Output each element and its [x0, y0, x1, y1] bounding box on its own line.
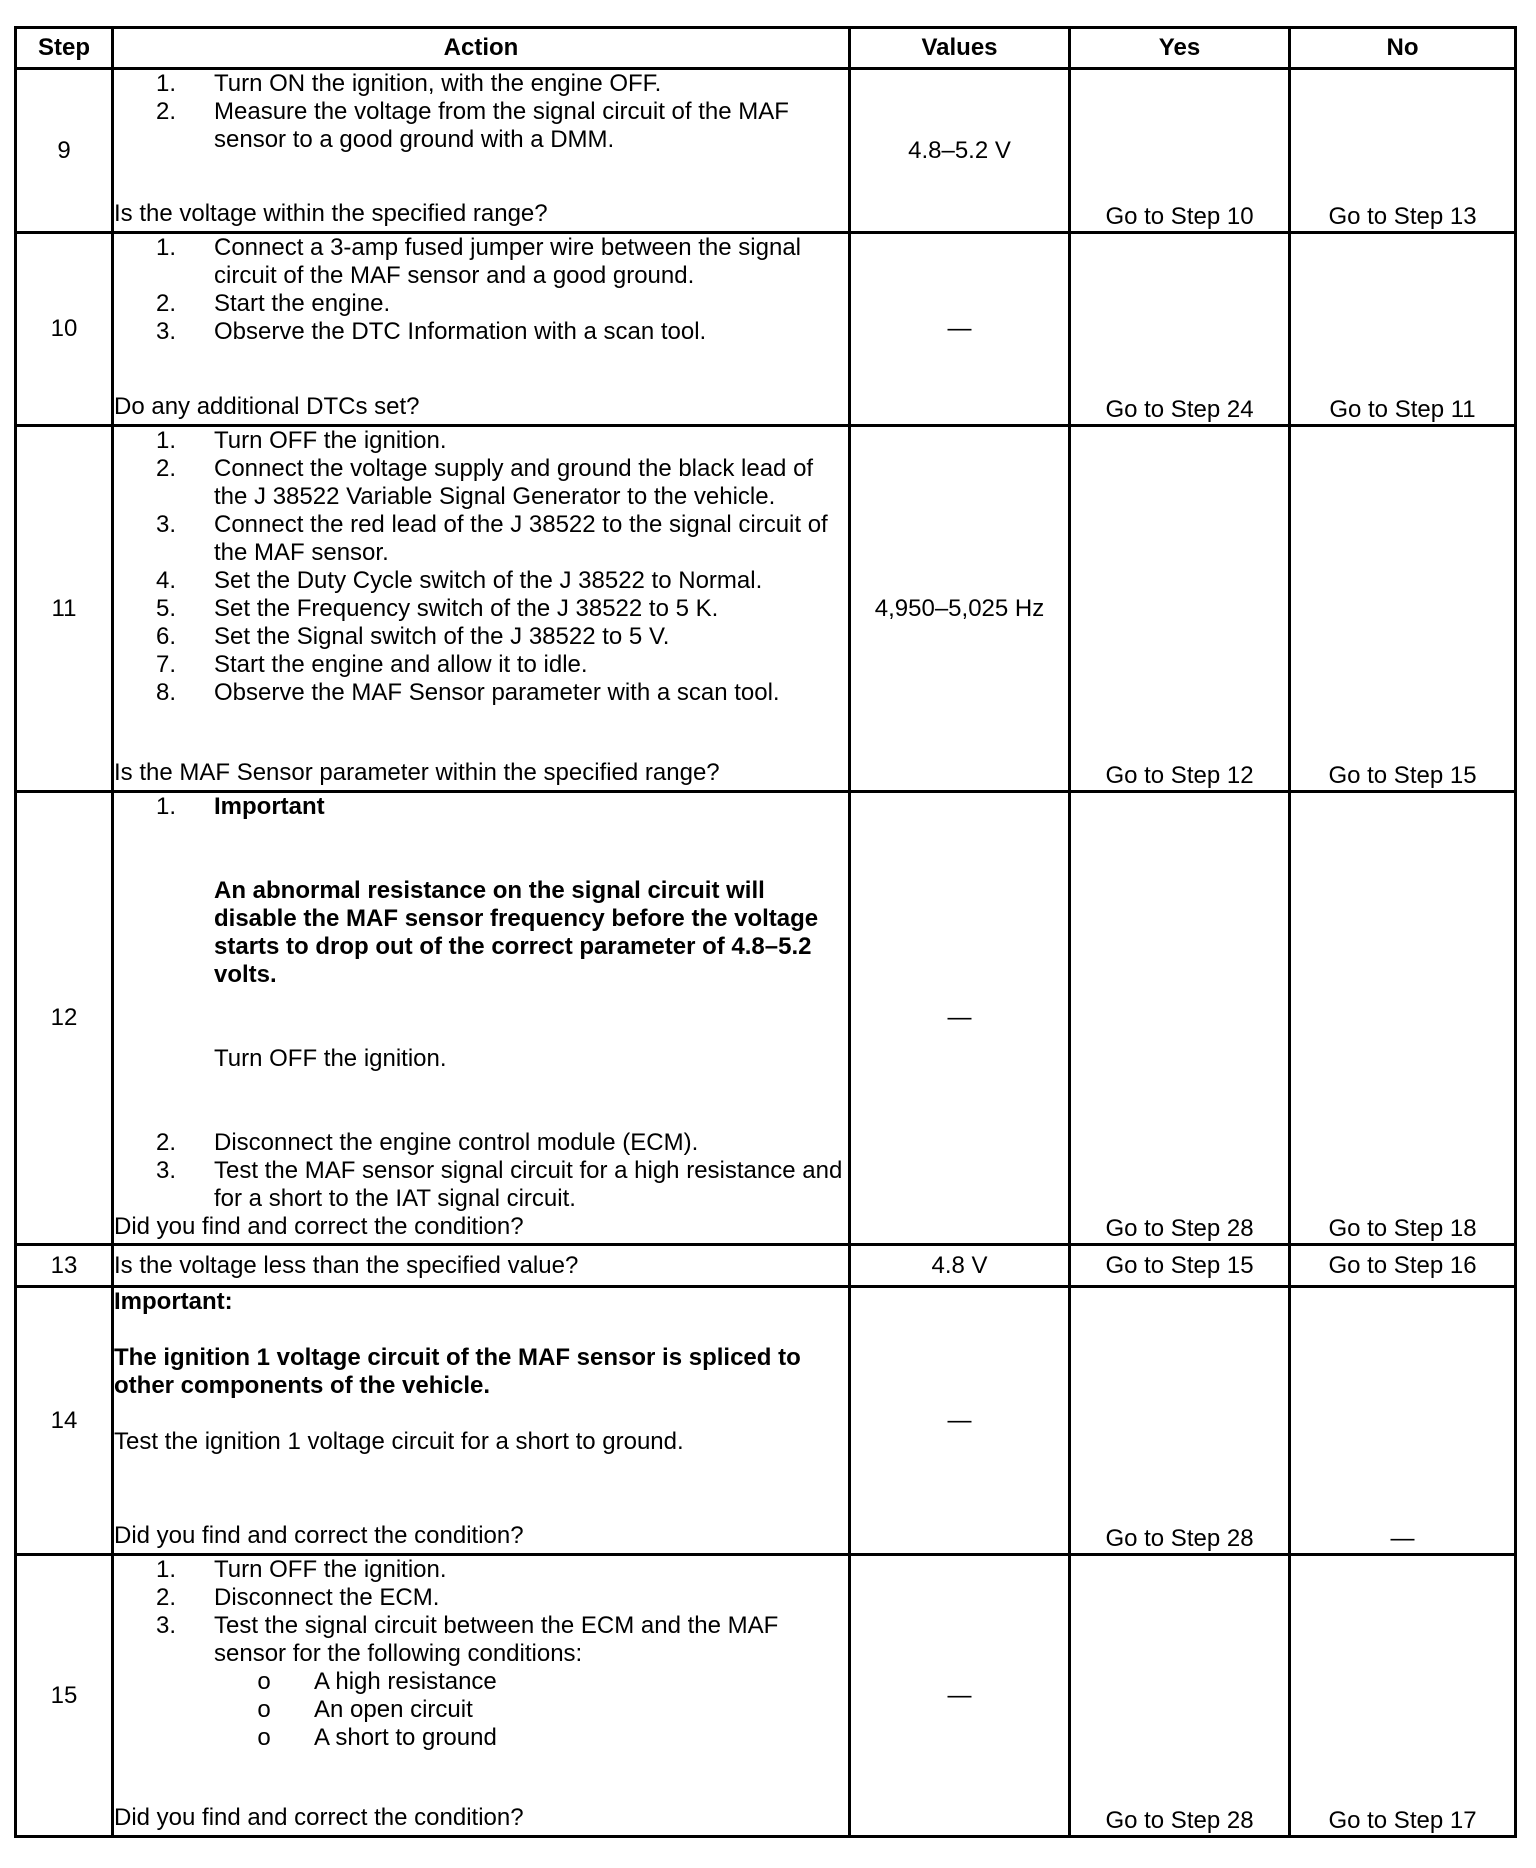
- action-cell: [113, 792, 850, 1245]
- step-number: 14: [16, 1287, 113, 1555]
- action-question: Do any additional DTCs set?: [114, 393, 420, 420]
- table-header-row: [16, 28, 1516, 69]
- diagnostic-table: [14, 26, 1517, 1838]
- list-item: 5. Set the Frequency switch of the J 38522 to 5 K.: [155, 595, 719, 622]
- header-no: No: [1290, 28, 1516, 69]
- no-link[interactable]: Go to Step 11: [1290, 233, 1516, 426]
- important-text: The ignition 1 voltage circuit of the MAF sensor is spliced to other components of the vehicle.: [114, 1344, 801, 1399]
- step-number: 11: [16, 426, 113, 792]
- step-number: 10: [16, 233, 113, 426]
- bullet-icon: o: [257, 1724, 271, 1751]
- list-item: 1. Important An abnormal resistance on the signal circuit will disable the MAF sensor frequency before the voltage starts to drop out of the correct parameter of 4.8–5.2 volts. Turn OFF the ignition.: [114, 793, 848, 1129]
- action-question: Is the voltage within the specified range?: [114, 200, 548, 227]
- important-label: Important:: [114, 1288, 233, 1315]
- list-item: 2. Connect the voltage supply and ground the black lead of the J 38522 Variable Signal Generator to the vehicle.: [155, 455, 814, 510]
- no-link[interactable]: Go to Step 18: [1290, 792, 1516, 1245]
- yes-link[interactable]: Go to Step 28: [1070, 1287, 1290, 1555]
- table-row: [16, 1245, 1516, 1287]
- list-item: o A high resistance: [214, 1668, 848, 1696]
- action-cell: [113, 233, 850, 426]
- header-values: Values: [850, 28, 1070, 69]
- list-item: 2. Start the engine.: [155, 290, 391, 317]
- important-label: Important: [214, 793, 325, 820]
- list-item: 1. Connect a 3-amp fused jumper wire between the signal circuit of the MAF sensor and a good ground.: [155, 234, 801, 289]
- condition-list: [114, 1668, 848, 1752]
- value-cell: 4.8 V: [850, 1245, 1070, 1287]
- list-item: 3. Test the MAF sensor signal circuit for a high resistance and for a short to the IAT signal circuit.: [155, 1157, 843, 1212]
- header-action: Action: [113, 28, 850, 69]
- value-cell: —: [850, 1555, 1070, 1837]
- action-cell: [113, 426, 850, 792]
- list-item: 7. Start the engine and allow it to idle.: [155, 651, 588, 678]
- list-item: 1. Turn ON the ignition, with the engine OFF.: [155, 70, 662, 97]
- table-row: [16, 426, 1516, 792]
- list-item: 1. Turn OFF the ignition.: [155, 1556, 447, 1583]
- no-link[interactable]: Go to Step 15: [1290, 426, 1516, 792]
- header-step: Step: [16, 28, 113, 69]
- list-item: 2. Measure the voltage from the signal circuit of the MAF sensor to a good ground with a DMM.: [155, 98, 789, 153]
- table-row: [16, 1287, 1516, 1555]
- action-cell: [113, 1555, 850, 1837]
- list-item: 6. Set the Signal switch of the J 38522 to 5 V.: [155, 623, 670, 650]
- yes-link[interactable]: Go to Step 12: [1070, 426, 1290, 792]
- no-link[interactable]: Go to Step 16: [1290, 1245, 1516, 1287]
- step-text: Turn OFF the ignition.: [214, 1045, 447, 1072]
- value-cell: —: [850, 792, 1070, 1245]
- table-row: [16, 1555, 1516, 1837]
- no-link[interactable]: Go to Step 13: [1290, 69, 1516, 233]
- action-steps: [114, 427, 848, 707]
- step-number: 12: [16, 792, 113, 1245]
- list-item: 8. Observe the MAF Sensor parameter with a scan tool.: [155, 679, 780, 706]
- no-link[interactable]: Go to Step 17: [1290, 1555, 1516, 1837]
- list-item: 3. Test the signal circuit between the ECM and the MAF sensor for the following conditions: o A high resistance o An open circuit o A short to ground: [114, 1612, 848, 1752]
- step-text: Test the ignition 1 voltage circuit for a short to ground.: [114, 1428, 684, 1455]
- list-item: 2. Disconnect the engine control module (ECM).: [155, 1129, 699, 1156]
- value-cell: —: [850, 233, 1070, 426]
- action-cell: [113, 1287, 850, 1555]
- list-item: o A short to ground: [214, 1724, 848, 1752]
- list-item: 4. Set the Duty Cycle switch of the J 38522 to Normal.: [155, 567, 763, 594]
- value-cell: —: [850, 1287, 1070, 1555]
- yes-link[interactable]: Go to Step 28: [1070, 1555, 1290, 1837]
- list-item: 3. Connect the red lead of the J 38522 to the signal circuit of the MAF sensor.: [155, 511, 828, 566]
- step-number: 9: [16, 69, 113, 233]
- table-row: [16, 69, 1516, 233]
- action-question: Did you find and correct the condition?: [114, 1522, 524, 1549]
- list-item: 1. Turn OFF the ignition.: [155, 427, 447, 454]
- action-steps: [114, 70, 848, 154]
- action-question: Did you find and correct the condition?: [114, 1804, 524, 1831]
- table-row: [16, 233, 1516, 426]
- important-text: An abnormal resistance on the signal circuit will disable the MAF sensor frequency before the voltage starts to drop out of the correct parameter of 4.8–5.2 volts.: [214, 877, 819, 988]
- action-steps: [114, 793, 848, 1213]
- action-steps: [114, 234, 848, 346]
- table-row: [16, 792, 1516, 1245]
- step-number: 15: [16, 1555, 113, 1837]
- header-yes: Yes: [1070, 28, 1290, 69]
- bullet-icon: o: [257, 1696, 271, 1723]
- yes-link[interactable]: Go to Step 15: [1070, 1245, 1290, 1287]
- value-cell: 4.8–5.2 V: [850, 69, 1070, 233]
- action-cell: [113, 69, 850, 233]
- yes-link[interactable]: Go to Step 10: [1070, 69, 1290, 233]
- list-item: 2. Disconnect the ECM.: [155, 1584, 440, 1611]
- no-dash: —: [1290, 1287, 1516, 1555]
- action-question: Did you find and correct the condition?: [114, 1213, 524, 1240]
- step-number: 13: [16, 1245, 113, 1287]
- action-question: Is the voltage less than the specified value?: [113, 1245, 850, 1287]
- value-cell: 4,950–5,025 Hz: [850, 426, 1070, 792]
- action-question: Is the MAF Sensor parameter within the specified range?: [114, 759, 720, 786]
- bullet-icon: o: [257, 1668, 271, 1695]
- action-steps: [114, 1556, 848, 1752]
- list-item: 3. Observe the DTC Information with a scan tool.: [155, 318, 707, 345]
- yes-link[interactable]: Go to Step 24: [1070, 233, 1290, 426]
- list-item: o An open circuit: [214, 1696, 848, 1724]
- yes-link[interactable]: Go to Step 28: [1070, 792, 1290, 1245]
